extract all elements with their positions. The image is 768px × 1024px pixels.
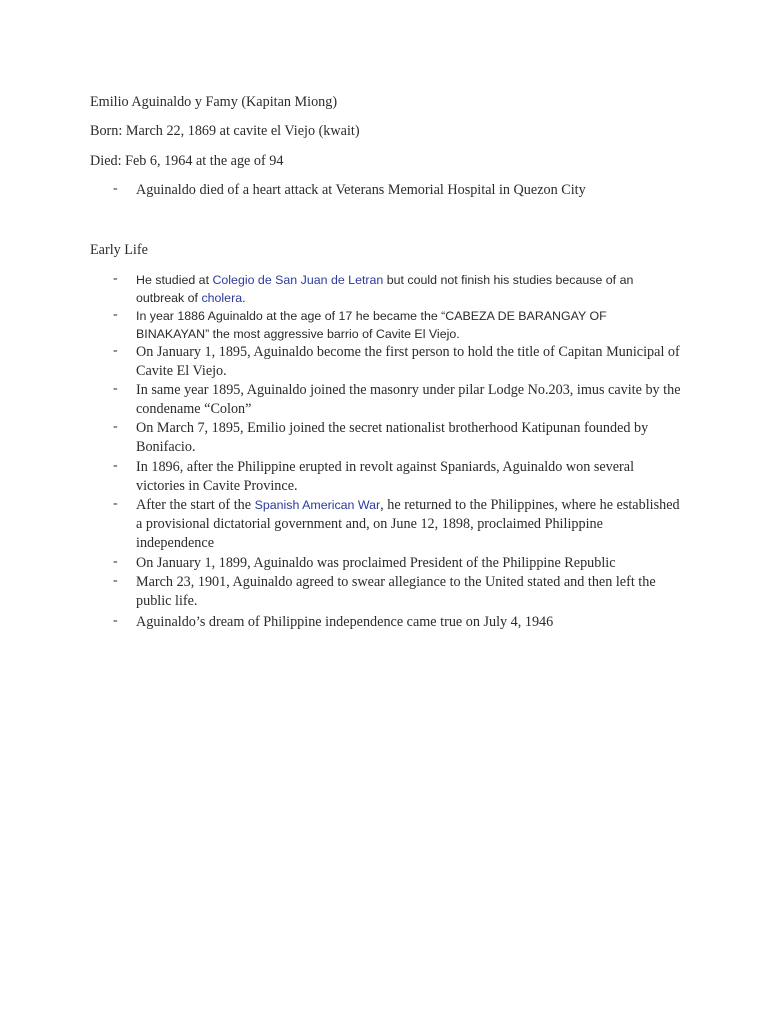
- bullet-dash: -: [113, 573, 118, 588]
- bullet-text: In 1896, after the Philippine erupted in revolt against Spaniards, Aguinaldo won several victories in Cavite Province.: [136, 459, 635, 494]
- bullet-text: On January 1, 1895, Aguinaldo become the first person to hold the title of Capitan Municipal of Cavite El Viejo.: [136, 344, 680, 379]
- bullet-text-segment: After the start of the: [136, 497, 255, 513]
- bullet-text: On March 7, 1895, Emilio joined the secret nationalist brotherhood Katipunan founded by Bonifacio.: [136, 420, 649, 455]
- document-title: Emilio Aguinaldo y Famy (Kapitan Miong): [90, 94, 338, 110]
- bullet-dash: -: [113, 271, 118, 286]
- bullet-text: [136, 496, 681, 553]
- bullet-dash: -: [113, 381, 118, 396]
- bullet-text-segment: .: [242, 291, 246, 305]
- bullet-text: In same year 1895, Aguinaldo joined the masonry under pilar Lodge No.203, imus cavite by the condename “Colon”: [136, 382, 681, 417]
- colegio-de-san-juan-de-letran-link[interactable]: Colegio de San Juan de Letran: [212, 273, 384, 287]
- bullet-text-segment: He studied at: [136, 273, 213, 287]
- bullet-dash: -: [113, 496, 118, 511]
- bullet-text: Aguinaldo’s dream of Philippine independence came true on July 4, 1946: [136, 614, 554, 630]
- bullet-dash: -: [113, 343, 118, 358]
- cholera-link[interactable]: cholera: [201, 291, 243, 305]
- bullet-dash: -: [113, 419, 118, 434]
- bullet-text-segment: but could not finish his studies because of an outbreak of: [136, 273, 634, 305]
- bullet-dash: -: [113, 613, 118, 628]
- bullet-dash: -: [113, 458, 118, 473]
- bullet-text: March 23, 1901, Aguinaldo agreed to swear allegiance to the United stated and then left the public life.: [136, 574, 656, 609]
- born-line: Born: March 22, 1869 at cavite el Viejo (kwait): [90, 123, 360, 139]
- bullet-text-segment: , he returned to the Philippines, where he established a provisional dictatorial government and, on June 12, 1898, proclaimed Philippine independence: [136, 497, 680, 551]
- bullet-text: On January 1, 1899, Aguinaldo was proclaimed President of the Philippine Republic: [136, 555, 616, 571]
- early-life-heading: Early Life: [90, 242, 148, 258]
- bullet-dash: -: [113, 181, 118, 196]
- bullet-text: In year 1886 Aguinaldo at the age of 17 he became the “CABEZA DE BARANGAY OF BINAKAYAN” the most aggressive barrio of Cavite El Viejo.: [136, 309, 607, 341]
- bullet-dash: -: [113, 307, 118, 322]
- bullet-dash: -: [113, 554, 118, 569]
- died-line: Died: Feb 6, 1964 at the age of 94: [90, 153, 284, 169]
- spanish-american-war-link[interactable]: Spanish American War: [254, 498, 381, 512]
- bullet-text: Aguinaldo died of a heart attack at Veterans Memorial Hospital in Quezon City: [136, 182, 586, 198]
- bullet-text: [136, 271, 681, 307]
